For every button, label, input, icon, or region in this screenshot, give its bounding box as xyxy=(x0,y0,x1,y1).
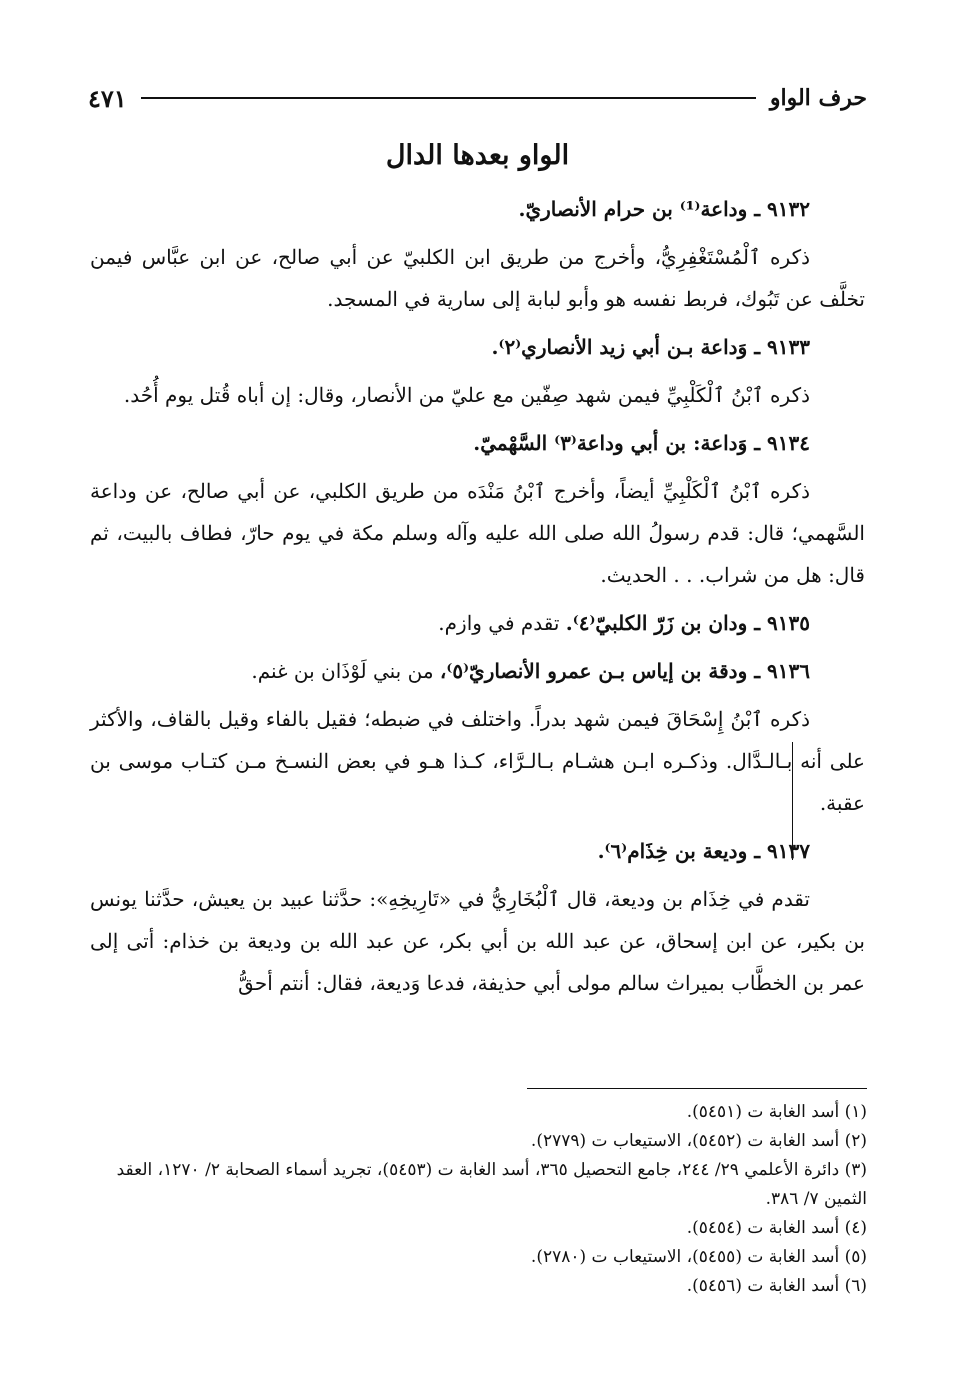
entry-text: ذكره ٱلْمُسْتَغْفِرِيُّ، وأخرج من طريق ابن الكلبيّ عن أبي صالح، عن ابن عبَّاس فيمن تخلَّف عن تَبُوك، فربط نفسه هو وأبو لبابة إلى سارية في المسجد. xyxy=(90,245,865,311)
footnote: (٤) أسد الغابة ت (٥٤٥٤). xyxy=(686,1218,867,1238)
footnote: (٦) أسد الغابة ت (٥٤٥٦). xyxy=(686,1276,867,1296)
footnote: (٥) أسد الغابة ت (٥٤٥٥)، الاستيعاب ت (٢٧٨٠). xyxy=(530,1247,867,1267)
entry-heading-rest: من بني لَوْذَان بن غنم. xyxy=(251,659,440,683)
entry-heading-rest: تقدم في وازم. xyxy=(438,611,566,635)
section-title: الواو بعدها الدال xyxy=(385,140,570,171)
header-rule xyxy=(141,97,756,99)
entry-text: ذكره ٱبْنُ ٱلْكَلْبِيِّ فيمن شهد صِفّين مع عليّ من الأنصار، وقال: إن أباه قُتل يوم أُحُد. xyxy=(123,383,810,407)
entry-heading xyxy=(90,602,865,644)
entry-heading: ٩١٣٤ ـ وَداعة: بن أبي وداعة⁽٣⁾ السَّهْميّ. xyxy=(473,431,810,455)
footnote: (٢) أسد الغابة ت (٥٤٥٢)، الاستيعاب ت (٢٧٧٩). xyxy=(530,1131,867,1151)
margin-line xyxy=(792,742,793,860)
footnote-rule xyxy=(527,1088,867,1089)
entry-heading xyxy=(90,650,865,692)
entry-heading-main: ٩١٣٥ ـ ودان بن زَرّ الكلبيّ⁽٤⁾. xyxy=(565,611,810,635)
entry-text: ذكره ٱبْنُ ٱلْكَلْبِيِّ أيضاً، وأخرج ٱبْنُ مَنْدَه من طريق الكلبي، عن أبي صالح، عن وداعة السَّهمي؛ قال: قدم رسولُ الله صلى الله عليه وآله وسلم مكة في يوم حارّ، فطاف بالبيت، ثم قال: هل من شراب. . . الحديث. xyxy=(90,479,865,587)
running-header xyxy=(88,78,867,118)
chapter-title: حرف الواو xyxy=(769,85,867,111)
footnote: (١) أسد الغابة ت (٥٤٥١). xyxy=(686,1102,867,1122)
entry-heading: ٩١٣٢ ـ وداعة⁽¹⁾ بن حرام الأنصاريّ. xyxy=(518,197,810,221)
footnote: (٣) دائرة الأعلمي ٢٩/ ٢٤٤، جامع التحصيل ٣٦٥، أسد الغابة ت (٥٤٥٣)، تجريد أسماء الصحابة ٢/ ١٢٧٠، العقد الثمين ٧/ ٣٨٦. xyxy=(116,1160,867,1209)
entry-heading: ٩١٣٣ ـ وَداعة بـن أبي زيد الأنصاري⁽٢⁾. xyxy=(491,335,810,359)
footnotes xyxy=(90,1098,867,1301)
entry-text: ذكره ٱبْنُ إِسْحَاقَ فيمن شهد بدراً. واختلف في ضبطه؛ فقيل بالفاء وقيل بالقاف، والأكثر على أنه بـالـدَّال. وذكـره ابـن هشـام بـالـرَّاء، كـذا هـو في بعض النسـخ مـن كتـاب موسى بن عقبة. xyxy=(90,707,865,815)
entry-heading-main: ٩١٣٦ ـ ودقة بن إياس بـن عمرو الأنصاريّ⁽٥⁾، xyxy=(439,659,810,683)
page-body xyxy=(90,188,865,1010)
entry-heading: ٩١٣٧ ـ وديعة بن خِذَام⁽٦⁾. xyxy=(597,839,810,863)
entry-text: تقدم في خِذَام بن وديعة، قال ٱلْبُخَارِيُّ في «تَارِيخِهِ»: حدَّثنا عبيد بن يعيش، حدَّثنا يونس بن بكير، عن ابن إسحاق، عن عبد الله بن أبي بكر، عن عبد الله بن وديعة بن خذام: أتى إلى عمر بن الخطَّاب بميراث سالم مولى أبي حذيفة، فدعا وَديعة، فقال: أنتم أحقُّ xyxy=(90,887,865,995)
page-number: ٤٧١ xyxy=(88,83,127,113)
